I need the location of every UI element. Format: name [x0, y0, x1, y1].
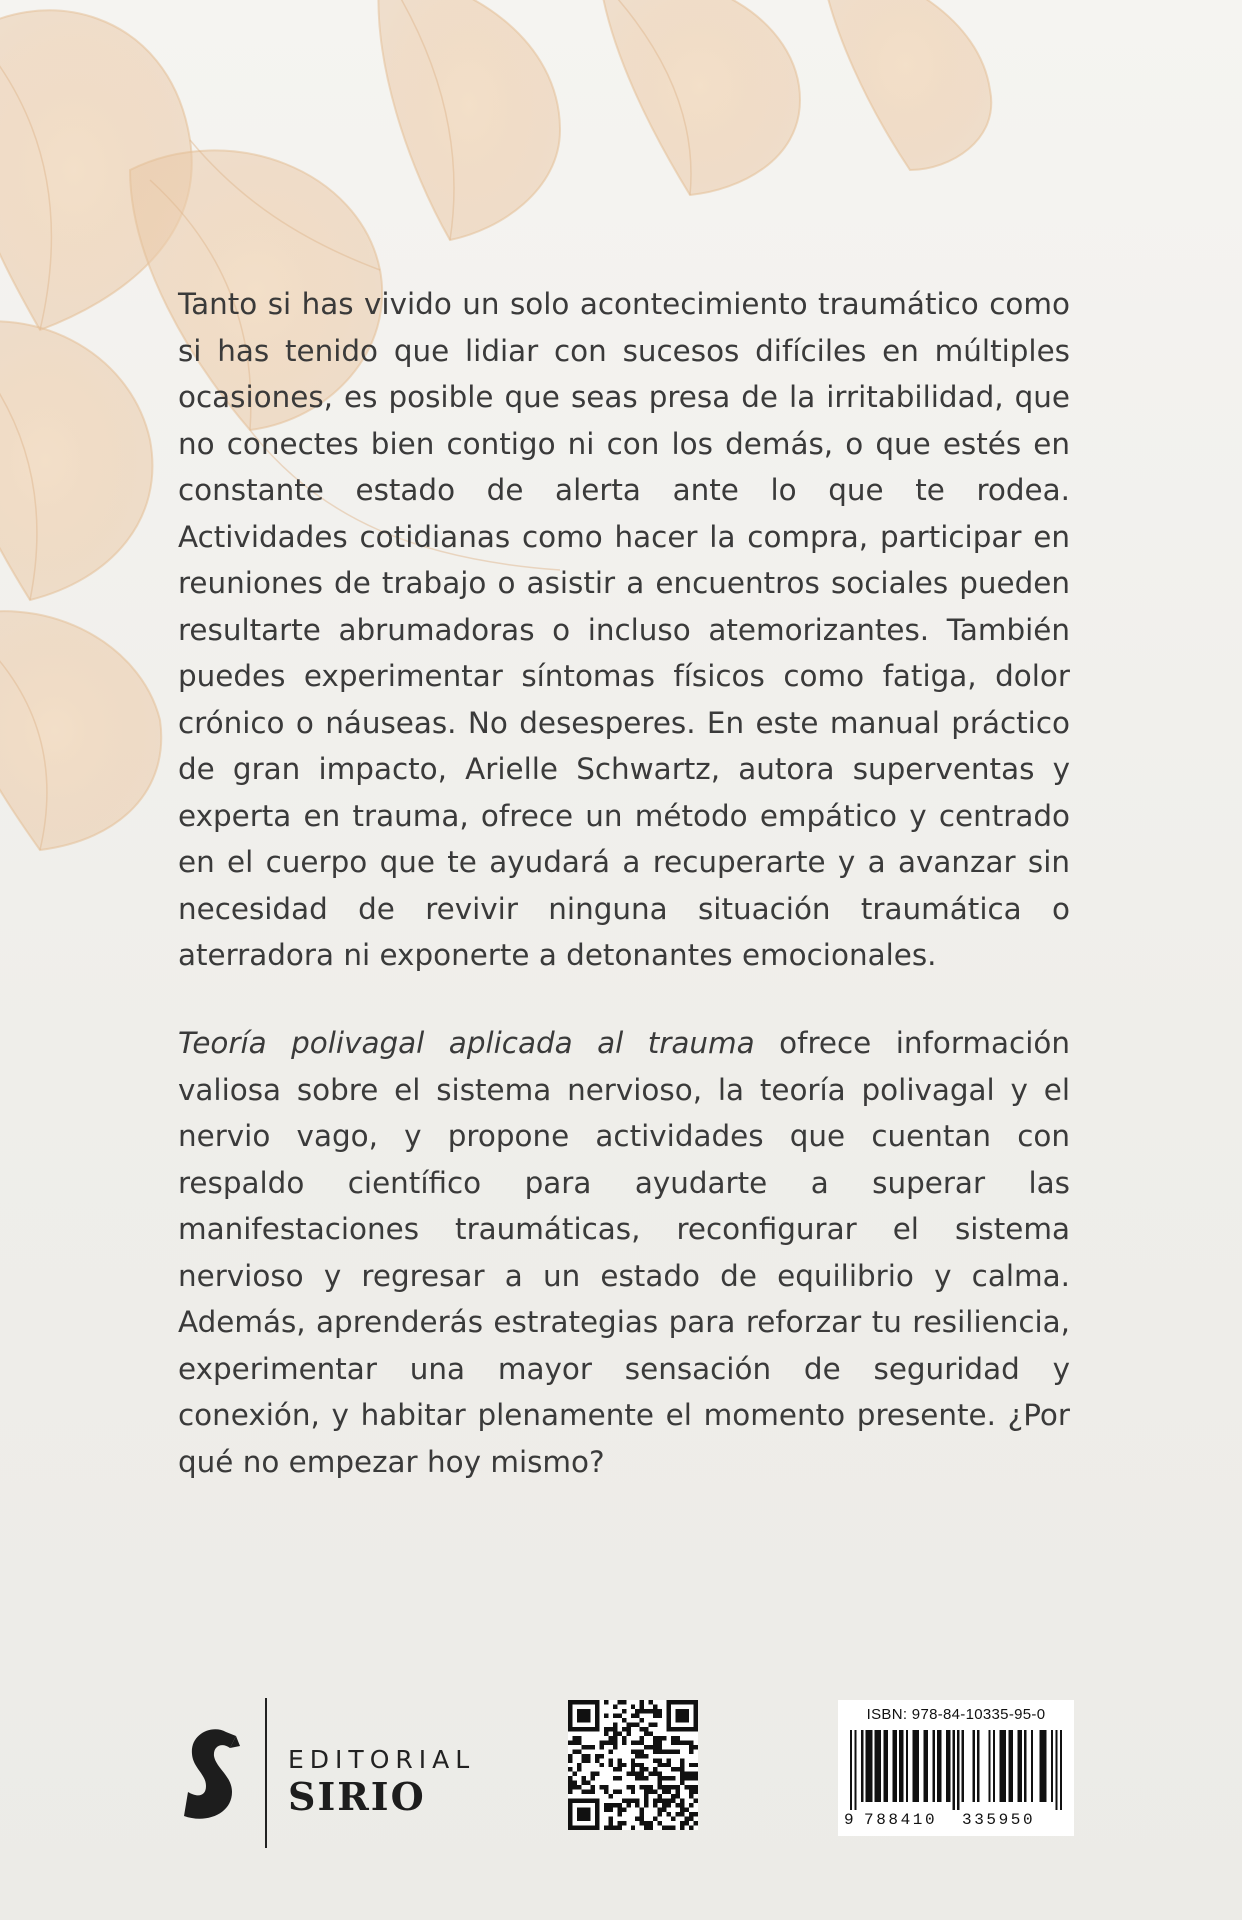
qr-code-icon — [568, 1700, 698, 1830]
isbn-barcode — [838, 1700, 1074, 1836]
ean-right-digits: 335950 — [962, 1811, 1036, 1829]
logo-divider — [265, 1698, 267, 1848]
publisher-name: SIRIO — [288, 1774, 426, 1819]
ean-first-digit: 9 — [844, 1811, 857, 1829]
isbn-label: ISBN: 978-84-10335-95-0 — [866, 1706, 1046, 1723]
synopsis-paragraph-1: Tanto si has vivido un solo acontecimiento traumático como si has tenido que lidiar con sucesos difíciles en múltiples ocasiones, es posible que seas presa de la irritabilidad, que no conectes bien contigo ni con los demás, o que estés en constante estado de alerta ante lo que te rodea. Actividades cotidianas como hacer la compra, participar en reuniones de trabajo o asistir a encuentros sociales pueden resultarte abrumadoras o incluso atemorizantes. También puedes experimentar síntomas físicos como fatiga, dolor crónico o náuseas. No desesperes. En este manual práctico de gran impacto, Arielle Schwartz, autora superventas y experta en trauma, ofrece un método empático y centrado en el cuerpo que te ayudará a recuperarte y a avanzar sin necesidad de revivir ninguna situación traumática o aterradora ni exponerte a detonantes emocionales. — [178, 287, 1070, 973]
synopsis-paragraph-2-text: ofrece información valiosa sobre el sistema nervioso, la teoría polivagal y el nervio vago, y propone actividades que cuentan con respaldo científico para ayudarte a superar las manifestaciones traumáticas, reconfigurar el sistema nervioso y regresar a un estado de equilibrio y calma. Además, aprenderás estrategias para reforzar tu resiliencia, experimentar una mayor sensación de seguridad y conexión, y habitar plenamente el momento presente. ¿Por qué no empezar hoy mismo? — [178, 1026, 1070, 1479]
book-title-italic: Teoría polivagal aplicada al trauma — [178, 1026, 755, 1061]
synopsis-paragraph-2 — [178, 1020, 1070, 1485]
ean-left-digits: 788410 — [864, 1811, 938, 1829]
swan-icon — [182, 1726, 242, 1822]
publisher-line-editorial: EDITORIAL — [288, 1745, 476, 1774]
barcode-bars — [850, 1730, 1062, 1810]
